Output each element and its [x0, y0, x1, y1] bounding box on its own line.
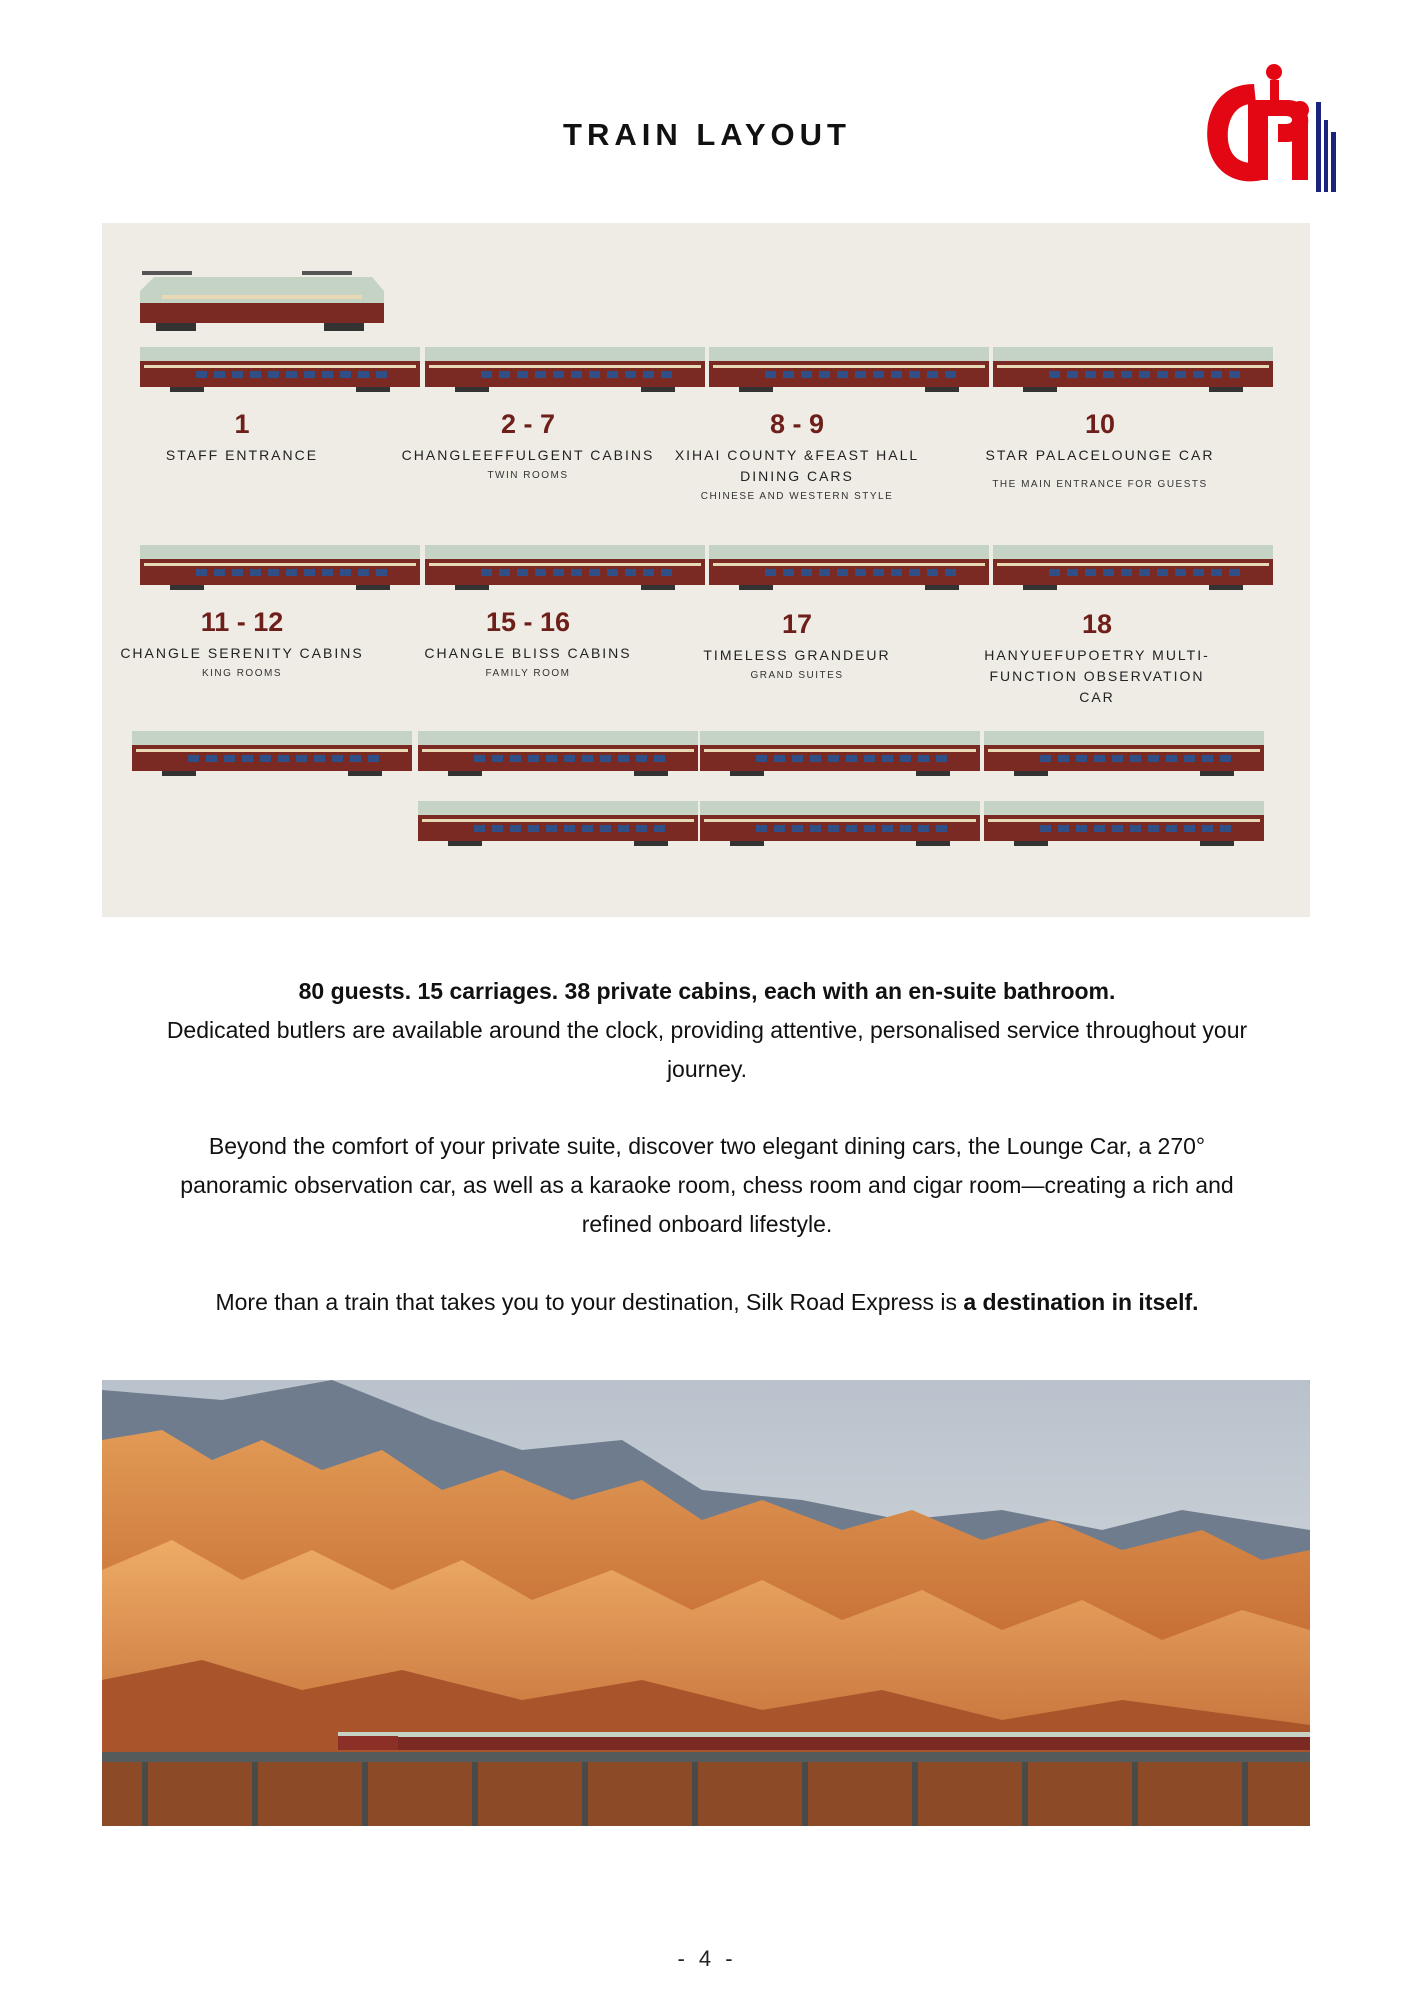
rail-carriage [700, 731, 980, 776]
car-label-15-16 [388, 605, 668, 681]
car-number: 1 [234, 409, 250, 439]
rail-carriage [709, 347, 989, 392]
car-subtitle: CHINESE AND WESTERN STYLE [700, 491, 894, 502]
car-label-18 [972, 607, 1222, 708]
rail-carriage [418, 801, 698, 846]
car-number: 18 [1081, 609, 1113, 639]
car-number: 15 - 16 [485, 607, 571, 637]
rail-carriage [984, 801, 1264, 846]
rail-carriage [132, 731, 412, 776]
intro-headline: 80 guests. 15 carriages. 38 private cabins, each with an en-suite bathroom. [298, 978, 1116, 1004]
car-subtitle: TWIN ROOMS [487, 470, 569, 481]
company-logo [1196, 62, 1368, 202]
rail-carriage [709, 545, 989, 590]
car-name: STAFF ENTRANCE [165, 447, 319, 463]
car-label-17 [657, 607, 937, 683]
car-number: 8 - 9 [769, 409, 825, 439]
car-subtitle: THE MAIN ENTRANCE FOR GUESTS [992, 479, 1208, 490]
car-name: STAR PALACELOUNGE CAR [985, 447, 1215, 463]
car-subtitle: FAMILY ROOM [485, 668, 571, 679]
rail-carriage [993, 347, 1273, 392]
car-label-10 [960, 407, 1240, 492]
car-number: 2 - 7 [500, 409, 556, 439]
rail-carriage [418, 731, 698, 776]
car-subtitle: KING ROOMS [201, 668, 282, 679]
rail-carriage [993, 545, 1273, 590]
locomotive [140, 271, 384, 331]
page-title: TRAIN LAYOUT [563, 117, 851, 152]
train-layout-diagram [102, 223, 1310, 917]
rail-carriage [140, 545, 420, 590]
car-name: CHANGLE BLISS CABINS [424, 645, 632, 661]
car-number: 11 - 12 [200, 607, 284, 637]
amenities-paragraph: Beyond the comfort of your private suite, discover two elegant dining cars, the Lounge Car, a 270° panoramic observation car, as well as a karaoke room, chess room and cigar room—creating a rich and refined onboard lifestyle. [180, 1133, 1234, 1237]
closing-lead: More than a train that takes you to your destination, Silk Road Express is [215, 1289, 957, 1315]
car-name: CHANGLE SERENITY CABINS [120, 645, 364, 661]
car-name: CHANGLEEFFULGENT CABINS [401, 447, 655, 463]
rail-carriage [140, 347, 420, 392]
landscape-photo [102, 1380, 1310, 1826]
intro-paragraph [130, 972, 1284, 1089]
rail-carriage [425, 545, 705, 590]
intro-service: Dedicated butlers are available around the clock, providing attentive, personalised service throughout your journey. [166, 1017, 1248, 1082]
car-name: TIMELESS GRANDEUR [703, 647, 891, 663]
car-subtitle: GRAND SUITES [750, 670, 844, 681]
rail-carriage [984, 731, 1264, 776]
car-label-1 [102, 407, 382, 466]
closing-paragraph [130, 1283, 1284, 1322]
page-number: - 4 - [677, 1946, 737, 1971]
car-label-8-9 [672, 407, 922, 504]
closing-emphasis: a destination in itself. [963, 1289, 1199, 1315]
car-name: XIHAI COUNTY &FEAST HALL DINING CARS [674, 447, 920, 484]
rail-carriage [425, 347, 705, 392]
car-number: 17 [781, 609, 813, 639]
car-number: 10 [1084, 409, 1116, 439]
car-label-2-7 [388, 407, 668, 483]
car-name: HANYUEFUPOETRY MULTI-FUNCTION OBSERVATION CAR [984, 647, 1210, 705]
car-label-11-12 [102, 605, 382, 681]
rail-carriage [700, 801, 980, 846]
